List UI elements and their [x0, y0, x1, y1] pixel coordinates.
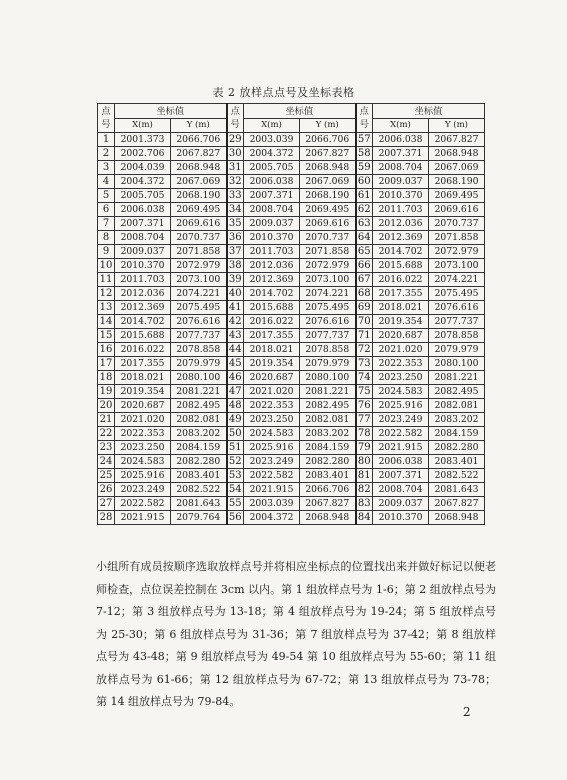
point-number-cell: 81: [356, 469, 373, 483]
y-value-cell: 2079.979: [171, 357, 227, 371]
point-number-cell: 7: [98, 217, 115, 231]
x-value-cell: 2011.703: [373, 203, 429, 217]
x-value-cell: 2008.704: [373, 161, 429, 175]
x-value-cell: 2022.582: [373, 427, 429, 441]
x-value-cell: 2018.021: [244, 343, 300, 357]
x-value-cell: 2007.371: [373, 469, 429, 483]
table-row: [98, 399, 485, 413]
y-value-cell: 2083.401: [300, 469, 356, 483]
x-value-cell: 2003.039: [244, 497, 300, 511]
point-number-cell: 57: [356, 133, 373, 147]
x-value-cell: 2022.582: [115, 497, 171, 511]
y-value-cell: 2082.280: [300, 455, 356, 469]
instruction-paragraph: 小组所有成员按顺序选取放样点号并将相应坐标点的位置找出来并做好标记以便老师检查，点位误差控制在 3cm 以内。第 1 组放样点号为 1-6；第 2 组放样点号为 7-12；第 3 组放样点号为 13-18；第 4 组放样点号为 19-24；第 5 组放样点号为 25-30；第 6 组放样点号为 31-36；第 7 组放样点号为 37-42；第 8 组放样点号为 43-48；第 9 组放样点号为 49-54 第 10 组放样点号为 55-60；第 11 组放样点号为 61-66；第 12 组放样点号为 67-72；第 13 组放样点号为 73-78；第 14 组放样点号为 79-84。: [96, 560, 496, 708]
point-number-cell: 43: [227, 329, 244, 343]
y-value-cell: 2072.979: [429, 245, 485, 259]
y-value-cell: 2084.159: [171, 441, 227, 455]
point-number-cell: 39: [227, 273, 244, 287]
x-header: X(m): [115, 119, 171, 133]
x-value-cell: 2012.369: [373, 231, 429, 245]
table-row: [98, 343, 485, 357]
table-row: [98, 385, 485, 399]
point-number-cell: 5: [98, 189, 115, 203]
x-value-cell: 2012.369: [244, 273, 300, 287]
x-value-cell: 2005.705: [115, 189, 171, 203]
point-number-cell: 35: [227, 217, 244, 231]
table-row: [98, 287, 485, 301]
coord-header: 坐标值: [244, 104, 356, 119]
table-row: [98, 427, 485, 441]
x-value-cell: 2020.687: [244, 371, 300, 385]
point-number-cell: 15: [98, 329, 115, 343]
header-row-top: [98, 104, 485, 119]
x-value-cell: 2023.250: [244, 413, 300, 427]
point-number-cell: 31: [227, 161, 244, 175]
x-value-cell: 2010.370: [373, 189, 429, 203]
point-number-cell: 28: [98, 511, 115, 525]
x-value-cell: 2009.037: [373, 175, 429, 189]
point-number-cell: 25: [98, 469, 115, 483]
y-value-cell: 2076.616: [171, 315, 227, 329]
point-number-cell: 66: [356, 259, 373, 273]
y-value-cell: 2078.858: [429, 329, 485, 343]
point-number-cell: 32: [227, 175, 244, 189]
point-number-cell: 65: [356, 245, 373, 259]
point-number-cell: 46: [227, 371, 244, 385]
x-value-cell: 2014.702: [373, 245, 429, 259]
y-value-cell: 2084.159: [429, 427, 485, 441]
table-title: 表 2 放样点点号及坐标表格: [212, 86, 355, 99]
x-value-cell: 2016.022: [244, 315, 300, 329]
point-header: 点 号: [227, 104, 244, 133]
y-value-cell: 2071.858: [429, 231, 485, 245]
x-value-cell: 2014.702: [115, 315, 171, 329]
x-value-cell: 2017.355: [373, 287, 429, 301]
x-value-cell: 2025.916: [373, 399, 429, 413]
y-value-cell: 2066.706: [171, 133, 227, 147]
point-number-cell: 47: [227, 385, 244, 399]
y-value-cell: 2078.858: [171, 343, 227, 357]
y-value-cell: 2079.979: [300, 357, 356, 371]
x-value-cell: 2010.370: [244, 231, 300, 245]
y-value-cell: 2081.221: [300, 385, 356, 399]
point-number-cell: 21: [98, 413, 115, 427]
x-value-cell: 2021.020: [373, 343, 429, 357]
coord-header: 坐标值: [373, 104, 485, 119]
table-row: [98, 217, 485, 231]
point-number-cell: 19: [98, 385, 115, 399]
point-number-cell: 30: [227, 147, 244, 161]
table-row: [98, 245, 485, 259]
y-value-cell: 2083.202: [171, 427, 227, 441]
y-value-cell: 2084.159: [300, 441, 356, 455]
x-value-cell: 2011.703: [244, 245, 300, 259]
point-number-cell: 62: [356, 203, 373, 217]
point-number-cell: 17: [98, 357, 115, 371]
y-value-cell: 2076.616: [300, 315, 356, 329]
point-number-cell: 1: [98, 133, 115, 147]
point-number-cell: 4: [98, 175, 115, 189]
point-number-cell: 72: [356, 343, 373, 357]
y-value-cell: 2067.827: [300, 497, 356, 511]
point-number-cell: 18: [98, 371, 115, 385]
x-value-cell: 2022.582: [244, 469, 300, 483]
point-number-cell: 13: [98, 301, 115, 315]
point-number-cell: 75: [356, 385, 373, 399]
point-number-cell: 16: [98, 343, 115, 357]
x-value-cell: 2016.022: [373, 273, 429, 287]
x-value-cell: 2012.369: [115, 301, 171, 315]
x-value-cell: 2011.703: [115, 273, 171, 287]
y-value-cell: 2077.737: [429, 315, 485, 329]
point-number-cell: 56: [227, 511, 244, 525]
x-value-cell: 2010.370: [373, 511, 429, 525]
point-number-cell: 22: [98, 427, 115, 441]
x-value-cell: 2006.038: [244, 175, 300, 189]
table-row: [98, 175, 485, 189]
y-value-cell: 2068.190: [171, 189, 227, 203]
y-value-cell: 2083.401: [171, 469, 227, 483]
x-value-cell: 2001.373: [115, 133, 171, 147]
y-value-cell: 2081.643: [429, 483, 485, 497]
x-value-cell: 2015.688: [373, 259, 429, 273]
x-value-cell: 2021.915: [244, 483, 300, 497]
y-value-cell: 2082.522: [171, 483, 227, 497]
x-value-cell: 2012.036: [373, 217, 429, 231]
table-row: [98, 231, 485, 245]
x-value-cell: 2022.353: [244, 399, 300, 413]
y-value-cell: 2073.100: [300, 273, 356, 287]
point-number-cell: 37: [227, 245, 244, 259]
y-value-cell: 2079.979: [429, 343, 485, 357]
y-value-cell: 2080.100: [171, 371, 227, 385]
x-value-cell: 2004.372: [244, 147, 300, 161]
point-number-cell: 78: [356, 427, 373, 441]
x-header: X(m): [244, 119, 300, 133]
point-number-cell: 77: [356, 413, 373, 427]
point-number-cell: 55: [227, 497, 244, 511]
x-value-cell: 2023.249: [244, 455, 300, 469]
x-value-cell: 2021.020: [244, 385, 300, 399]
y-value-cell: 2075.495: [429, 287, 485, 301]
y-value-cell: 2071.858: [300, 245, 356, 259]
y-value-cell: 2074.221: [171, 287, 227, 301]
point-number-cell: 73: [356, 357, 373, 371]
y-value-cell: 2081.643: [171, 497, 227, 511]
point-number-cell: 48: [227, 399, 244, 413]
point-number-cell: 51: [227, 441, 244, 455]
y-value-cell: 2073.100: [171, 273, 227, 287]
y-value-cell: 2067.827: [300, 147, 356, 161]
point-number-cell: 84: [356, 511, 373, 525]
point-header: 点 号: [356, 104, 373, 133]
x-value-cell: 2022.353: [115, 427, 171, 441]
y-value-cell: 2069.495: [300, 203, 356, 217]
x-value-cell: 2021.915: [115, 511, 171, 525]
x-value-cell: 2019.354: [244, 357, 300, 371]
x-value-cell: 2008.704: [115, 231, 171, 245]
y-value-cell: 2079.764: [171, 511, 227, 525]
table-row: [98, 329, 485, 343]
y-value-cell: 2075.495: [171, 301, 227, 315]
table-row: [98, 301, 485, 315]
y-value-cell: 2082.081: [300, 413, 356, 427]
y-value-cell: 2082.081: [171, 413, 227, 427]
point-number-cell: 59: [356, 161, 373, 175]
point-number-cell: 11: [98, 273, 115, 287]
y-value-cell: 2070.737: [171, 231, 227, 245]
x-value-cell: 2003.039: [244, 133, 300, 147]
point-number-cell: 79: [356, 441, 373, 455]
x-value-cell: 2016.022: [115, 343, 171, 357]
table-row: [98, 161, 485, 175]
x-value-cell: 2025.916: [244, 441, 300, 455]
y-value-cell: 2067.827: [429, 497, 485, 511]
point-number-cell: 82: [356, 483, 373, 497]
point-number-cell: 29: [227, 133, 244, 147]
x-value-cell: 2024.583: [244, 427, 300, 441]
x-value-cell: 2006.038: [373, 133, 429, 147]
point-number-cell: 60: [356, 175, 373, 189]
x-value-cell: 2015.688: [244, 301, 300, 315]
x-value-cell: 2006.038: [115, 203, 171, 217]
y-value-cell: 2066.706: [300, 483, 356, 497]
y-value-cell: 2083.202: [300, 427, 356, 441]
table-row: [98, 455, 485, 469]
y-value-cell: 2083.202: [429, 413, 485, 427]
point-number-cell: 2: [98, 147, 115, 161]
point-number-cell: 41: [227, 301, 244, 315]
y-value-cell: 2075.495: [300, 301, 356, 315]
y-value-cell: 2081.221: [171, 385, 227, 399]
y-value-cell: 2072.979: [171, 259, 227, 273]
coord-header: 坐标值: [115, 104, 227, 119]
x-value-cell: 2015.688: [115, 329, 171, 343]
header-row-sub: [98, 119, 485, 133]
point-number-cell: 53: [227, 469, 244, 483]
table-row: [98, 133, 485, 147]
y-value-cell: 2069.616: [171, 217, 227, 231]
y-value-cell: 2070.737: [429, 217, 485, 231]
y-value-cell: 2082.280: [429, 441, 485, 455]
point-number-cell: 26: [98, 483, 115, 497]
y-value-cell: 2082.280: [171, 455, 227, 469]
x-value-cell: 2024.583: [373, 385, 429, 399]
x-value-cell: 2004.372: [244, 511, 300, 525]
y-value-cell: 2082.522: [429, 469, 485, 483]
point-number-cell: 61: [356, 189, 373, 203]
point-number-cell: 67: [356, 273, 373, 287]
y-value-cell: 2077.737: [300, 329, 356, 343]
y-value-cell: 2068.190: [300, 189, 356, 203]
point-number-cell: 50: [227, 427, 244, 441]
y-value-cell: 2067.827: [171, 147, 227, 161]
y-value-cell: 2070.737: [300, 231, 356, 245]
point-number-cell: 45: [227, 357, 244, 371]
x-value-cell: 2018.021: [115, 371, 171, 385]
point-number-cell: 52: [227, 455, 244, 469]
table-row: [98, 511, 485, 525]
y-header: Y (m): [429, 119, 485, 133]
x-value-cell: 2012.036: [244, 259, 300, 273]
y-value-cell: 2073.100: [429, 259, 485, 273]
point-number-cell: 58: [356, 147, 373, 161]
y-value-cell: 2067.069: [300, 175, 356, 189]
point-number-cell: 49: [227, 413, 244, 427]
y-value-cell: 2082.495: [300, 399, 356, 413]
y-value-cell: 2083.401: [429, 455, 485, 469]
point-number-cell: 33: [227, 189, 244, 203]
x-value-cell: 2020.687: [115, 399, 171, 413]
page-number: 2: [463, 705, 471, 719]
x-value-cell: 2020.687: [373, 329, 429, 343]
point-number-cell: 83: [356, 497, 373, 511]
point-number-cell: 10: [98, 259, 115, 273]
y-value-cell: 2080.100: [300, 371, 356, 385]
x-value-cell: 2012.036: [115, 287, 171, 301]
x-value-cell: 2009.037: [373, 497, 429, 511]
y-value-cell: 2068.948: [429, 511, 485, 525]
point-number-cell: 44: [227, 343, 244, 357]
y-header: Y (m): [300, 119, 356, 133]
x-value-cell: 2017.355: [115, 357, 171, 371]
point-number-cell: 74: [356, 371, 373, 385]
y-value-cell: 2068.948: [300, 161, 356, 175]
x-value-cell: 2023.249: [373, 413, 429, 427]
point-number-cell: 42: [227, 315, 244, 329]
table-row: [98, 469, 485, 483]
table-row: [98, 315, 485, 329]
y-value-cell: 2068.948: [429, 147, 485, 161]
table-row: [98, 147, 485, 161]
x-value-cell: 2009.037: [244, 217, 300, 231]
point-number-cell: 80: [356, 455, 373, 469]
x-value-cell: 2002.706: [115, 147, 171, 161]
y-value-cell: 2069.495: [171, 203, 227, 217]
point-number-cell: 12: [98, 287, 115, 301]
table-row: [98, 273, 485, 287]
y-value-cell: 2068.190: [429, 175, 485, 189]
x-value-cell: 2004.372: [115, 175, 171, 189]
point-number-cell: 76: [356, 399, 373, 413]
point-number-cell: 63: [356, 217, 373, 231]
table-row: [98, 413, 485, 427]
x-value-cell: 2018.021: [373, 301, 429, 315]
point-number-cell: 9: [98, 245, 115, 259]
x-value-cell: 2025.916: [115, 469, 171, 483]
y-value-cell: 2067.827: [429, 133, 485, 147]
x-value-cell: 2021.020: [115, 413, 171, 427]
point-number-cell: 8: [98, 231, 115, 245]
point-number-cell: 54: [227, 483, 244, 497]
y-value-cell: 2067.069: [171, 175, 227, 189]
x-header: X(m): [373, 119, 429, 133]
y-value-cell: 2078.858: [300, 343, 356, 357]
point-number-cell: 70: [356, 315, 373, 329]
point-number-cell: 24: [98, 455, 115, 469]
y-header: Y (m): [171, 119, 227, 133]
point-number-cell: 69: [356, 301, 373, 315]
point-number-cell: 3: [98, 161, 115, 175]
table-row: [98, 497, 485, 511]
y-value-cell: 2067.069: [429, 161, 485, 175]
x-value-cell: 2021.915: [373, 441, 429, 455]
y-value-cell: 2080.100: [429, 357, 485, 371]
table-row: [98, 203, 485, 217]
y-value-cell: 2068.948: [300, 511, 356, 525]
y-value-cell: 2081.221: [429, 371, 485, 385]
y-value-cell: 2071.858: [171, 245, 227, 259]
y-value-cell: 2074.221: [429, 273, 485, 287]
x-value-cell: 2010.370: [115, 259, 171, 273]
y-value-cell: 2066.706: [300, 133, 356, 147]
point-number-cell: 71: [356, 329, 373, 343]
x-value-cell: 2006.038: [373, 455, 429, 469]
table-body: [98, 104, 485, 525]
point-number-cell: 40: [227, 287, 244, 301]
y-value-cell: 2082.495: [171, 399, 227, 413]
point-number-cell: 14: [98, 315, 115, 329]
x-value-cell: 2019.354: [373, 315, 429, 329]
x-value-cell: 2017.355: [244, 329, 300, 343]
x-value-cell: 2007.371: [115, 217, 171, 231]
point-number-cell: 38: [227, 259, 244, 273]
y-value-cell: 2069.495: [429, 189, 485, 203]
coordinate-table: [97, 103, 485, 525]
table-row: [98, 259, 485, 273]
x-value-cell: 2023.250: [373, 371, 429, 385]
y-value-cell: 2082.081: [429, 399, 485, 413]
x-value-cell: 2024.583: [115, 455, 171, 469]
y-value-cell: 2077.737: [171, 329, 227, 343]
x-value-cell: 2005.705: [244, 161, 300, 175]
point-number-cell: 36: [227, 231, 244, 245]
x-value-cell: 2022.353: [373, 357, 429, 371]
y-value-cell: 2069.616: [429, 203, 485, 217]
x-value-cell: 2019.354: [115, 385, 171, 399]
y-value-cell: 2069.616: [300, 217, 356, 231]
table-row: [98, 483, 485, 497]
y-value-cell: 2068.948: [171, 161, 227, 175]
point-number-cell: 6: [98, 203, 115, 217]
x-value-cell: 2007.371: [244, 189, 300, 203]
point-number-cell: 34: [227, 203, 244, 217]
point-number-cell: 64: [356, 231, 373, 245]
point-number-cell: 68: [356, 287, 373, 301]
point-number-cell: 23: [98, 441, 115, 455]
x-value-cell: 2023.250: [115, 441, 171, 455]
x-value-cell: 2023.249: [115, 483, 171, 497]
table-row: [98, 357, 485, 371]
y-value-cell: 2074.221: [300, 287, 356, 301]
table-row: [98, 441, 485, 455]
table-row: [98, 189, 485, 203]
y-value-cell: 2076.616: [429, 301, 485, 315]
x-value-cell: 2004.039: [115, 161, 171, 175]
x-value-cell: 2008.704: [244, 203, 300, 217]
y-value-cell: 2082.495: [429, 385, 485, 399]
x-value-cell: 2007.371: [373, 147, 429, 161]
x-value-cell: 2008.704: [373, 483, 429, 497]
x-value-cell: 2009.037: [115, 245, 171, 259]
x-value-cell: 2014.702: [244, 287, 300, 301]
point-number-cell: 20: [98, 399, 115, 413]
point-number-cell: 27: [98, 497, 115, 511]
y-value-cell: 2072.979: [300, 259, 356, 273]
table-row: [98, 371, 485, 385]
point-header: 点 号: [98, 104, 115, 133]
